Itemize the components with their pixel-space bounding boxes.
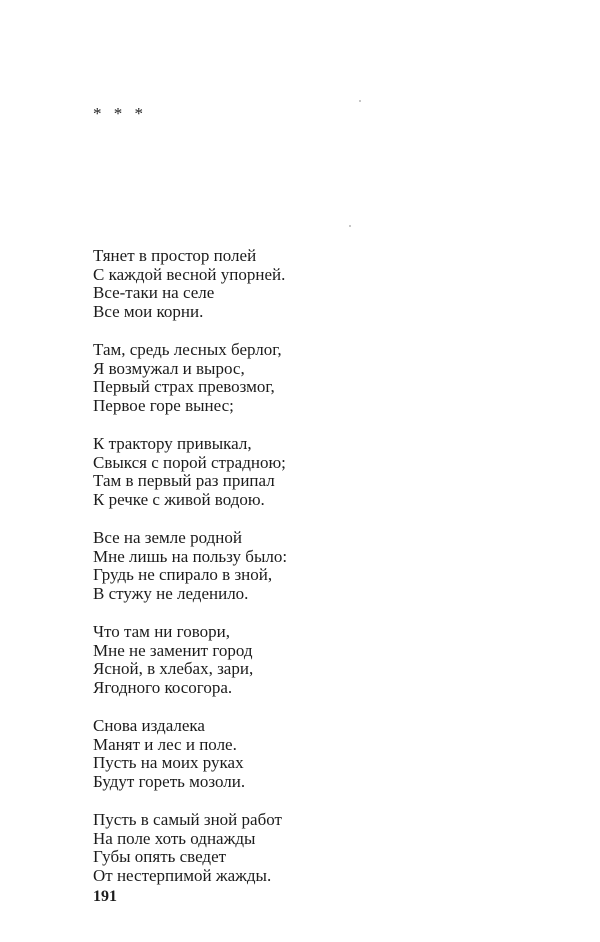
poem-line: В стужу не леденило. bbox=[93, 583, 249, 603]
stanza bbox=[93, 623, 513, 697]
poem-line: Первый страх превозмог, bbox=[93, 377, 275, 396]
poem-line: Все на земле родной bbox=[93, 528, 242, 547]
stanza bbox=[93, 341, 513, 415]
poem-line: Пусть на моих руках bbox=[93, 753, 244, 772]
poem-line: Пусть в самый зной работ bbox=[93, 810, 282, 829]
stanza bbox=[93, 247, 513, 321]
stanza bbox=[93, 717, 513, 791]
poem-line: Губы опять сведет bbox=[93, 847, 227, 866]
poem-line: Ясной, в хлебах, зари, bbox=[93, 659, 254, 678]
poem-line: К трактору привыкал, bbox=[93, 434, 252, 453]
stanza bbox=[93, 529, 513, 603]
poem-line: Все-таки на селе bbox=[93, 283, 215, 302]
poem-line: Я возмужал и вырос, bbox=[93, 358, 245, 378]
poem-line: Ягодного косогора. bbox=[93, 677, 233, 697]
poem-line: Первое горе вынес; bbox=[93, 395, 234, 415]
poem-line: Там в первый раз припал bbox=[93, 471, 275, 490]
poem-line: Все мои корни. bbox=[93, 301, 204, 321]
poem-line: К речке с живой водою. bbox=[93, 489, 265, 509]
poem-line: Мне лишь на пользу было: bbox=[93, 546, 288, 566]
stanza bbox=[93, 435, 513, 509]
section-separator-asterisks: * * * bbox=[93, 104, 147, 123]
poem-line: От нестерпимой жажды. bbox=[93, 865, 272, 885]
print-speck bbox=[359, 100, 361, 102]
poem-line: На поле хоть однажды bbox=[93, 828, 256, 848]
poem-line: Будут гореть мозоли. bbox=[93, 771, 246, 791]
poem-line: С каждой весной упорней. bbox=[93, 264, 286, 284]
poem-line: Грудь не спирало в зной, bbox=[93, 565, 273, 584]
poem-line: Там, средь лесных берлог, bbox=[93, 340, 282, 359]
poem-line: Манят и лес и поле. bbox=[93, 734, 237, 754]
stanza bbox=[93, 811, 513, 885]
poem-line: Что там ни говори, bbox=[93, 622, 230, 641]
poem-text bbox=[93, 247, 513, 905]
print-speck bbox=[349, 225, 351, 227]
poem-line: Снова издалека bbox=[93, 716, 205, 735]
poem-line: Тянет в простор полей bbox=[93, 246, 257, 265]
page-number: 191 bbox=[93, 888, 117, 905]
poem-line: Свыкся с порой страдною; bbox=[93, 452, 286, 472]
poem-line: Мне не заменит город bbox=[93, 640, 253, 660]
